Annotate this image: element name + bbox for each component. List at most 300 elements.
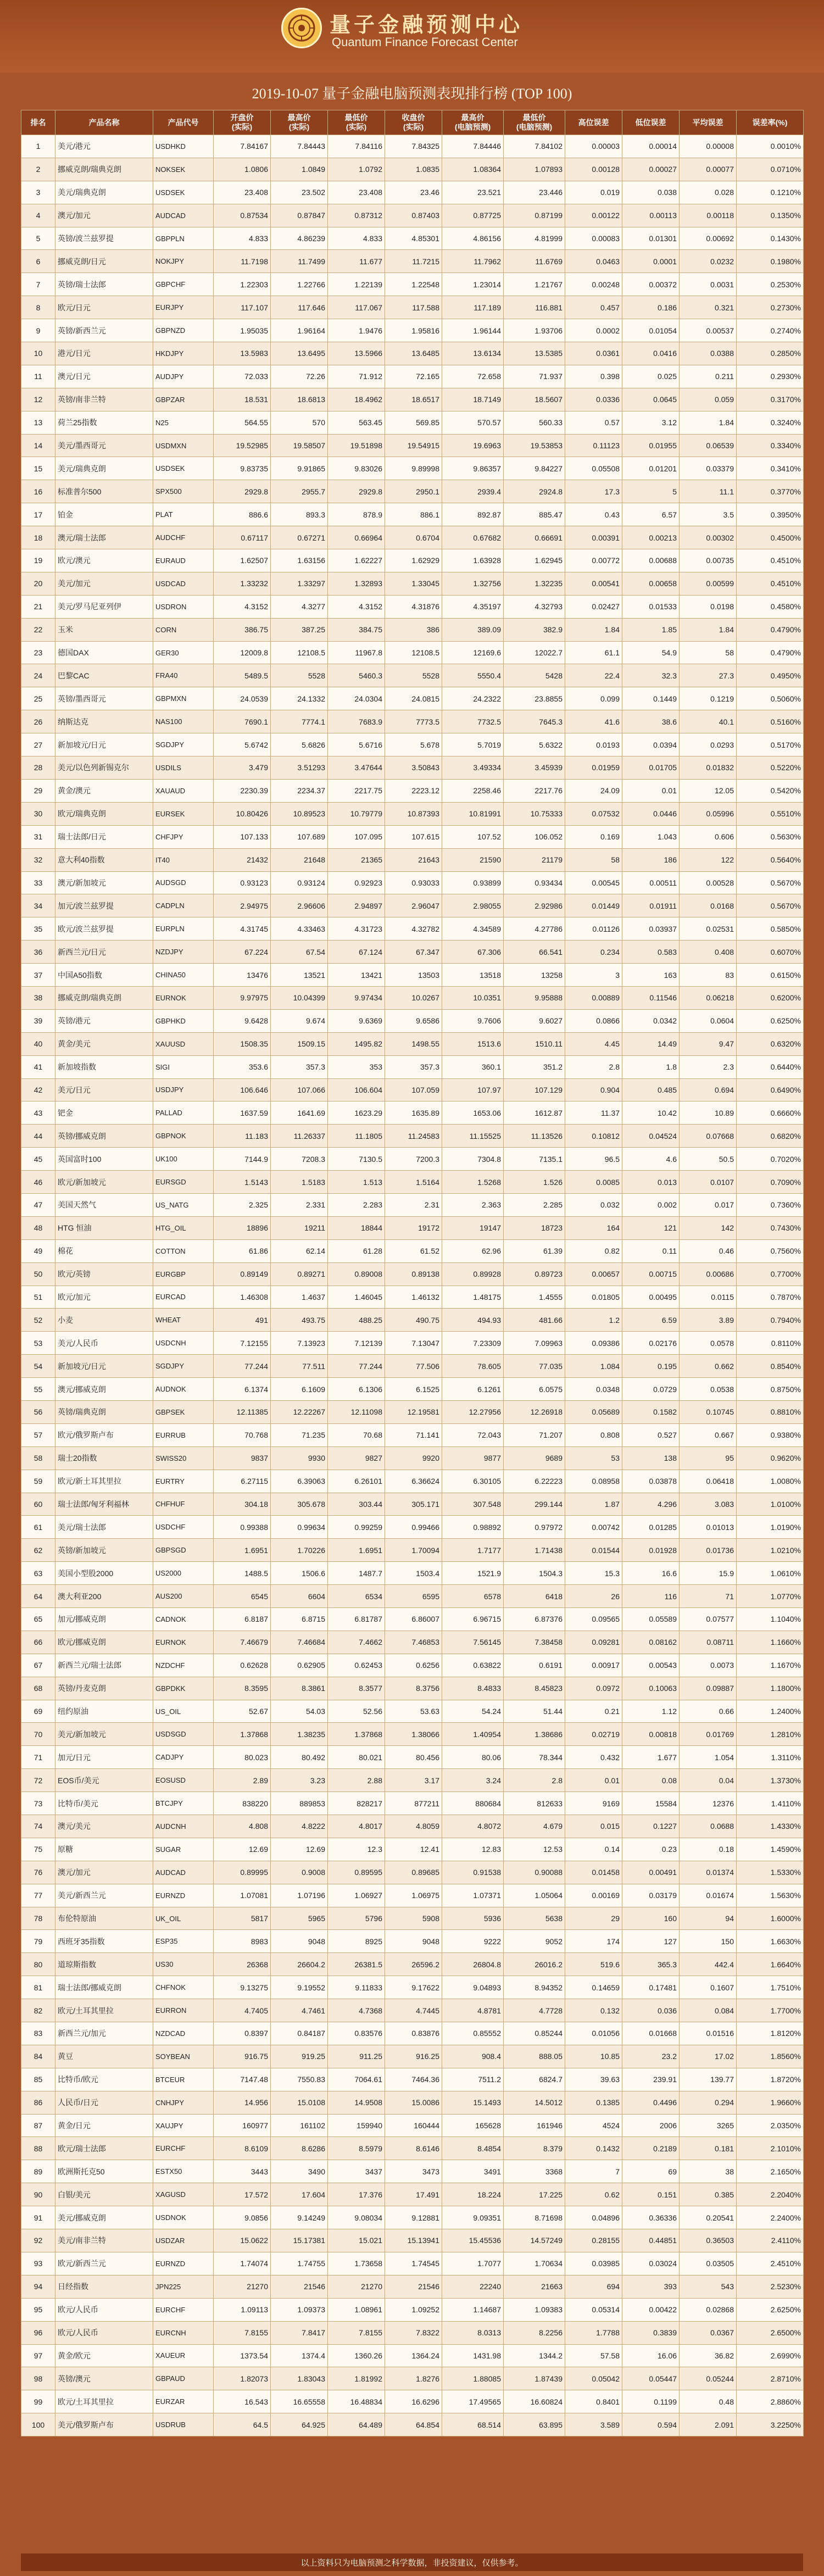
- table-cell: 4.33463: [271, 917, 328, 941]
- table-cell: 7.13923: [271, 1332, 328, 1355]
- table-cell: 2.3: [680, 1055, 737, 1078]
- table-cell: 1.4555: [504, 1286, 565, 1309]
- table-cell: 13258: [504, 964, 565, 987]
- table-cell: 0.0710%: [737, 158, 804, 181]
- table-cell: 德国DAX: [55, 641, 153, 664]
- report-title: 2019-10-07 量子金融电脑预测表现排行榜 (TOP 100): [252, 86, 572, 102]
- column-header: 低位误差: [622, 110, 680, 135]
- table-cell: EURRUB: [153, 1423, 214, 1446]
- table-cell: 0.02531: [680, 917, 737, 941]
- table-row: [21, 1516, 804, 1539]
- table-cell: 0.408: [680, 941, 737, 964]
- table-cell: 26016.2: [504, 1953, 565, 1976]
- table-cell: 比特币/欧元: [55, 2068, 153, 2091]
- table-cell: 0.1385: [565, 2091, 622, 2114]
- table-cell: 1.2400%: [737, 1700, 804, 1723]
- table-cell: 0.084: [680, 1999, 737, 2022]
- table-cell: 14.57249: [504, 2229, 565, 2252]
- table-cell: 0.0688: [680, 1815, 737, 1838]
- table-cell: GBPSGD: [153, 1539, 214, 1562]
- table-cell: 美元/瑞典克朗: [55, 457, 153, 480]
- table-cell: 1.70094: [385, 1539, 442, 1562]
- table-cell: 5428: [504, 664, 565, 687]
- table-cell: 15.0086: [385, 2091, 442, 2114]
- table-cell: 12376: [680, 1792, 737, 1815]
- table-cell: 61.1: [565, 641, 622, 664]
- table-cell: 13503: [385, 964, 442, 987]
- table-cell: 欧洲斯托克50: [55, 2160, 153, 2183]
- table-cell: 0.1199: [622, 2390, 680, 2413]
- table-cell: 828217: [328, 1792, 385, 1815]
- table-cell: 107.059: [385, 1078, 442, 1101]
- table-cell: 1488.5: [214, 1562, 271, 1585]
- table-row: [21, 1608, 804, 1631]
- table-cell: 80.021: [328, 1746, 385, 1769]
- table-cell: 0.1350%: [737, 204, 804, 227]
- table-cell: 1344.2: [504, 2344, 565, 2367]
- logo-emblem-icon: [287, 14, 316, 42]
- table-cell: 0.01928: [622, 1539, 680, 1562]
- table-cell: 3.479: [214, 756, 271, 780]
- table-cell: 24.0304: [328, 687, 385, 710]
- table-row: [21, 204, 804, 227]
- table-cell: 6.27115: [214, 1470, 271, 1493]
- table-cell: 0.583: [622, 941, 680, 964]
- table-cell: 19.52985: [214, 434, 271, 457]
- table-cell: 0.038: [622, 181, 680, 204]
- table-cell: 英镑/丹麦克朗: [55, 1677, 153, 1700]
- table-cell: 0.5850%: [737, 917, 804, 941]
- table-cell: 1431.98: [442, 2344, 504, 2367]
- table-cell: AUDCNH: [153, 1815, 214, 1838]
- table-row: [21, 1216, 804, 1239]
- table-cell: 1.5630%: [737, 1884, 804, 1907]
- table-cell: 1.07893: [504, 158, 565, 181]
- table-cell: 0.84187: [271, 2022, 328, 2045]
- table-cell: 瑞士法郎/匈牙利福林: [55, 1493, 153, 1516]
- table-cell: 4.7368: [328, 1999, 385, 2022]
- table-cell: 0.0193: [565, 733, 622, 756]
- table-cell: 4.35197: [442, 595, 504, 618]
- table-cell: 26604.2: [271, 1953, 328, 1976]
- table-cell: 0.09281: [565, 1631, 622, 1654]
- table-cell: 欧元/新加坡元: [55, 1171, 153, 1194]
- table-cell: 66: [21, 1631, 55, 1654]
- table-cell: 27.3: [680, 664, 737, 687]
- table-cell: 11.13526: [504, 1125, 565, 1148]
- brand-name-cn: 量子金融预测中心: [330, 12, 524, 37]
- table-cell: 160: [622, 1907, 680, 1930]
- table-cell: 16.06: [622, 2344, 680, 2367]
- table-cell: 0.694: [680, 1078, 737, 1101]
- table-cell: 384.75: [328, 618, 385, 641]
- table-cell: 0.00372: [622, 273, 680, 296]
- table-cell: 5.6322: [504, 733, 565, 756]
- table-row: [21, 388, 804, 411]
- table-cell: 0.08162: [622, 1631, 680, 1654]
- table-cell: 8.3861: [271, 1677, 328, 1700]
- table-cell: 0.04: [680, 1769, 737, 1792]
- table-cell: 919.25: [271, 2045, 328, 2068]
- table-cell: 美元/瑞典克朗: [55, 181, 153, 204]
- table-cell: 0.67271: [271, 526, 328, 549]
- table-cell: 0.6150%: [737, 964, 804, 987]
- brand-name-en: Quantum Finance Forecast Center: [332, 35, 518, 49]
- table-cell: USDHKD: [153, 135, 214, 158]
- column-header: 排名: [21, 110, 55, 135]
- table-cell: 1.5330%: [737, 1861, 804, 1884]
- table-cell: 0.00511: [622, 871, 680, 894]
- table-cell: 0.00772: [565, 549, 622, 572]
- table-cell: 新加坡元/日元: [55, 1355, 153, 1378]
- table-cell: 351.2: [504, 1055, 565, 1078]
- table-cell: 0.00302: [680, 526, 737, 549]
- table-cell: 0.00657: [565, 1262, 622, 1286]
- table-cell: 26596.2: [385, 1953, 442, 1976]
- table-cell: 5.6742: [214, 733, 271, 756]
- table-cell: 0.01374: [680, 1861, 737, 1884]
- table-cell: EOSUSD: [153, 1769, 214, 1792]
- table-cell: 7645.3: [504, 710, 565, 733]
- table-cell: 26368: [214, 1953, 271, 1976]
- table-cell: 26: [565, 1585, 622, 1608]
- table-cell: 117.646: [271, 296, 328, 319]
- table-row: [21, 2206, 804, 2229]
- table-cell: 9.97434: [328, 986, 385, 1009]
- table-cell: 澳元/美元: [55, 1815, 153, 1838]
- table-cell: 9.11833: [328, 1976, 385, 1999]
- table-cell: 1.38066: [385, 1723, 442, 1746]
- table-cell: 0.5420%: [737, 779, 804, 802]
- table-cell: 0.00118: [680, 204, 737, 227]
- table-cell: 7773.5: [385, 710, 442, 733]
- table-row: [21, 1539, 804, 1562]
- table-cell: 9.14249: [271, 2206, 328, 2229]
- table-cell: 11967.8: [328, 641, 385, 664]
- table-cell: 1487.7: [328, 1562, 385, 1585]
- table-cell: 570.57: [442, 411, 504, 434]
- table-cell: 0.457: [565, 296, 622, 319]
- table-cell: 569.85: [385, 411, 442, 434]
- table-cell: 0.3340%: [737, 434, 804, 457]
- table-cell: 1373.54: [214, 2344, 271, 2367]
- table-cell: 0.527: [622, 1423, 680, 1446]
- table-cell: 9048: [385, 1930, 442, 1953]
- table-cell: 4.296: [622, 1493, 680, 1516]
- table-cell: 0.151: [622, 2183, 680, 2206]
- table-cell: 4.31745: [214, 917, 271, 941]
- table-cell: 393: [622, 2275, 680, 2298]
- table-row: [21, 296, 804, 319]
- table-cell: 13421: [328, 964, 385, 987]
- table-cell: 69: [622, 2160, 680, 2183]
- table-cell: 1.62507: [214, 549, 271, 572]
- table-cell: 美元/以色列新锡克尔: [55, 756, 153, 780]
- table-cell: 0.06539: [680, 434, 737, 457]
- table-cell: 0.87847: [271, 204, 328, 227]
- table-cell: 0.0342: [622, 1009, 680, 1032]
- table-row: [21, 2183, 804, 2206]
- table-row: [21, 756, 804, 780]
- table-cell: 7.09963: [504, 1332, 565, 1355]
- table-cell: 117.107: [214, 296, 271, 319]
- table-cell: 72.033: [214, 365, 271, 388]
- table-cell: 英镑/墨西哥元: [55, 687, 153, 710]
- table-row: [21, 964, 804, 987]
- table-cell: 304.18: [214, 1493, 271, 1516]
- table-cell: 4.3277: [271, 595, 328, 618]
- table-cell: 12.41: [385, 1838, 442, 1861]
- table-row: [21, 1171, 804, 1194]
- table-cell: 7.8155: [328, 2321, 385, 2344]
- table-cell: 3.17: [385, 1769, 442, 1792]
- table-cell: 116: [622, 1585, 680, 1608]
- table-cell: 8.2256: [504, 2321, 565, 2344]
- column-header: 最低价 (实际): [328, 110, 385, 135]
- table-cell: 481.66: [504, 1309, 565, 1332]
- table-cell: 886.6: [214, 503, 271, 526]
- table-cell: 0.1210%: [737, 181, 804, 204]
- table-row: [21, 480, 804, 503]
- table-cell: 0.17481: [622, 1976, 680, 1999]
- table-cell: 9.83735: [214, 457, 271, 480]
- table-cell: 78.344: [504, 1746, 565, 1769]
- table-cell: 10.85: [565, 2045, 622, 2068]
- table-cell: USDZAR: [153, 2229, 214, 2252]
- table-cell: 16.543: [214, 2390, 271, 2413]
- table-cell: 10.79779: [328, 802, 385, 825]
- table-row: [21, 2275, 804, 2298]
- table-cell: 0.1432: [565, 2137, 622, 2160]
- table-cell: 57: [21, 1423, 55, 1446]
- table-cell: 11.7499: [271, 250, 328, 273]
- table-cell: 0.00491: [622, 1861, 680, 1884]
- table-cell: 2234.37: [271, 779, 328, 802]
- table-cell: 11.37: [565, 1101, 622, 1125]
- table-cell: GBPSEK: [153, 1400, 214, 1423]
- table-cell: 5908: [385, 1907, 442, 1930]
- table-cell: 1.05064: [504, 1884, 565, 1907]
- table-cell: 2.6250%: [737, 2298, 804, 2321]
- table-cell: 23.408: [214, 181, 271, 204]
- table-cell: COTTON: [153, 1239, 214, 1262]
- table-cell: 36: [21, 941, 55, 964]
- table-cell: 6604: [271, 1585, 328, 1608]
- table-cell: 澳元/挪威克朗: [55, 1378, 153, 1401]
- table-cell: 澳元/瑞士法郎: [55, 526, 153, 549]
- table-cell: 5489.5: [214, 664, 271, 687]
- table-cell: 1.3110%: [737, 1746, 804, 1769]
- table-cell: 9048: [271, 1930, 328, 1953]
- table-cell: 1.4637: [271, 1286, 328, 1309]
- table-cell: 11.1: [680, 480, 737, 503]
- table-cell: 67.306: [442, 941, 504, 964]
- table-cell: 0.2850%: [737, 342, 804, 365]
- table-cell: 9.04893: [442, 1976, 504, 1999]
- table-cell: 27: [21, 733, 55, 756]
- table-cell: 1.08364: [442, 158, 504, 181]
- table-cell: 0.00735: [680, 549, 737, 572]
- table-row: [21, 434, 804, 457]
- table-cell: 916.75: [214, 2045, 271, 2068]
- table-cell: 7144.9: [214, 1148, 271, 1171]
- table-cell: 18896: [214, 1216, 271, 1239]
- table-cell: 2230.39: [214, 779, 271, 802]
- table-cell: 4.7405: [214, 1999, 271, 2022]
- table-cell: 0.01769: [680, 1723, 737, 1746]
- table-cell: 4.8072: [442, 1815, 504, 1838]
- table-cell: 68: [21, 1677, 55, 1700]
- table-cell: SIGI: [153, 1055, 214, 1078]
- table-cell: 0.6704: [385, 526, 442, 549]
- table-cell: 0.05689: [565, 1400, 622, 1423]
- table-cell: 0.87312: [328, 204, 385, 227]
- table-cell: 1.40954: [442, 1723, 504, 1746]
- table-cell: 56: [21, 1400, 55, 1423]
- table-cell: 0.0293: [680, 733, 737, 756]
- table-cell: 0.03937: [622, 917, 680, 941]
- table-cell: 0.01533: [622, 595, 680, 618]
- table-cell: 1.6951: [328, 1539, 385, 1562]
- table-cell: 9.17622: [385, 1976, 442, 1999]
- table-row: [21, 1148, 804, 1171]
- table-cell: 0.00818: [622, 1723, 680, 1746]
- table-cell: 1.0770%: [737, 1585, 804, 1608]
- table-cell: XAUEUR: [153, 2344, 214, 2367]
- table-cell: 1.81992: [328, 2367, 385, 2390]
- table-cell: 51: [21, 1286, 55, 1309]
- table-cell: 1.32893: [328, 572, 385, 595]
- table-cell: 12.53: [504, 1838, 565, 1861]
- table-cell: 0.6440%: [737, 1055, 804, 1078]
- table-cell: 70: [21, 1723, 55, 1746]
- table-cell: 0.99466: [385, 1516, 442, 1539]
- table-cell: 21546: [385, 2275, 442, 2298]
- table-cell: 0.28155: [565, 2229, 622, 2252]
- table-cell: 0.2730%: [737, 296, 804, 319]
- table-cell: 117.067: [328, 296, 385, 319]
- table-cell: 0.1449: [622, 687, 680, 710]
- table-cell: 9.91865: [271, 457, 328, 480]
- table-cell: 0.00169: [565, 1884, 622, 1907]
- table-row: [21, 941, 804, 964]
- table-cell: USDCHF: [153, 1516, 214, 1539]
- table-row: [21, 319, 804, 342]
- table-cell: 1.62227: [328, 549, 385, 572]
- table-cell: 0.08711: [680, 1631, 737, 1654]
- table-cell: 55: [21, 1378, 55, 1401]
- table-cell: 13521: [271, 964, 328, 987]
- table-cell: 4.31876: [385, 595, 442, 618]
- table-cell: 0.3170%: [737, 388, 804, 411]
- table-cell: 72.658: [442, 365, 504, 388]
- table-cell: 1.8120%: [737, 2022, 804, 2045]
- table-cell: 小麦: [55, 1309, 153, 1332]
- table-cell: 7.46679: [214, 1631, 271, 1654]
- table-cell: 1.07196: [271, 1884, 328, 1907]
- table-cell: 1360.26: [328, 2344, 385, 2367]
- table-cell: 美元/南非兰特: [55, 2229, 153, 2252]
- table-cell: 9.95888: [504, 986, 565, 1009]
- table-cell: 0.08: [622, 1769, 680, 1792]
- table-cell: 7.4662: [328, 1631, 385, 1654]
- table-cell: 0.1607: [680, 1976, 737, 1999]
- table-cell: 0.0348: [565, 1378, 622, 1401]
- table-cell: 83: [21, 2022, 55, 2045]
- table-cell: 2.88: [328, 1769, 385, 1792]
- table-cell: 95: [21, 2298, 55, 2321]
- table-cell: 71.207: [504, 1423, 565, 1446]
- table-cell: 5638: [504, 1907, 565, 1930]
- table-row: [21, 411, 804, 434]
- table-cell: 12.27956: [442, 1400, 504, 1423]
- table-cell: 0.62453: [328, 1654, 385, 1677]
- table-cell: 1.6630%: [737, 1930, 804, 1953]
- table-cell: GBPPLN: [153, 227, 214, 250]
- table-cell: 18.4962: [328, 388, 385, 411]
- table-row: [21, 779, 804, 802]
- table-cell: 1495.82: [328, 1032, 385, 1055]
- table-cell: 23.46: [385, 181, 442, 204]
- table-cell: EURNOK: [153, 986, 214, 1009]
- table-cell: 3.12: [622, 411, 680, 434]
- table-cell: 欧元/加元: [55, 1286, 153, 1309]
- column-header: 误差率(%): [737, 110, 804, 135]
- table-cell: 欧元/挪威克朗: [55, 1631, 153, 1654]
- table-cell: 77: [21, 1884, 55, 1907]
- table-cell: 11.1805: [328, 1125, 385, 1148]
- table-cell: 0.01285: [622, 1516, 680, 1539]
- table-cell: 0.0073: [680, 1654, 737, 1677]
- table-cell: 6.1261: [442, 1378, 504, 1401]
- table-cell: 0.66: [680, 1700, 737, 1723]
- table-cell: 黄豆: [55, 2045, 153, 2068]
- table-cell: 原糖: [55, 1838, 153, 1861]
- table-cell: 欧元/新西兰元: [55, 2252, 153, 2275]
- table-row: [21, 848, 804, 871]
- table-cell: 3: [21, 181, 55, 204]
- table-cell: 19211: [271, 1216, 328, 1239]
- table-cell: 888.05: [504, 2045, 565, 2068]
- table-cell: 7.13047: [385, 1332, 442, 1355]
- table-cell: 21179: [504, 848, 565, 871]
- table-cell: 0.7430%: [737, 1216, 804, 1239]
- table-cell: 1.09373: [271, 2298, 328, 2321]
- table-cell: 53.63: [385, 1700, 442, 1723]
- table-cell: 71.912: [328, 365, 385, 388]
- table-row: [21, 1446, 804, 1470]
- table-cell: 67: [21, 1654, 55, 1677]
- table-cell: 4.8059: [385, 1815, 442, 1838]
- table-cell: 1.8276: [385, 2367, 442, 2390]
- table-cell: 0.00008: [680, 135, 737, 158]
- table-row: [21, 1930, 804, 1953]
- table-cell: 5: [622, 480, 680, 503]
- table-cell: 694: [565, 2275, 622, 2298]
- table-cell: 70.768: [214, 1423, 271, 1446]
- table-cell: 0.036: [622, 1999, 680, 2022]
- table-cell: 63: [21, 1562, 55, 1585]
- table-cell: 38: [680, 2160, 737, 2183]
- table-cell: 3.89: [680, 1309, 737, 1332]
- table-cell: 1.0080%: [737, 1470, 804, 1493]
- table-cell: 0.23: [622, 1838, 680, 1861]
- table-row: [21, 250, 804, 273]
- table-cell: 15.021: [328, 2229, 385, 2252]
- table-cell: 2.6990%: [737, 2344, 804, 2367]
- table-cell: 1.5268: [442, 1171, 504, 1194]
- table-cell: 150: [680, 1930, 737, 1953]
